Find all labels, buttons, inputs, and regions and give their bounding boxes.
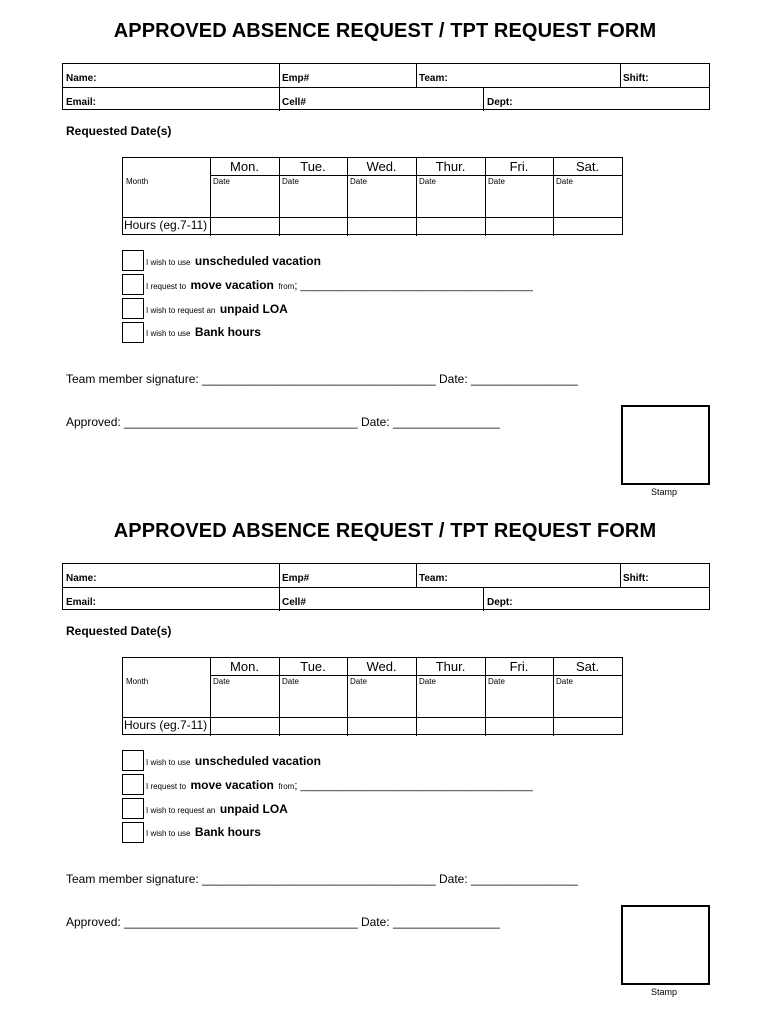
- emp-number-field[interactable]: Emp#: [282, 73, 310, 84]
- date-cell-sat[interactable]: Date: [556, 177, 573, 186]
- date-cell-mon[interactable]: Date: [213, 677, 230, 686]
- day-wednesday: Wed.: [366, 159, 397, 174]
- unpaid-loa-checkbox[interactable]: [122, 298, 144, 319]
- day-monday: Mon.: [230, 159, 259, 174]
- shift-field[interactable]: Shift:: [623, 573, 649, 584]
- emp-number-field[interactable]: Emp#: [282, 573, 310, 584]
- day-tuesday: Tue.: [300, 159, 326, 174]
- dept-field[interactable]: Dept:: [487, 597, 513, 608]
- option-bank-hours: I wish to use Bank hours: [146, 325, 261, 339]
- stamp-label: Stamp: [651, 987, 678, 997]
- date-cell-thu[interactable]: Date: [419, 177, 436, 186]
- name-field[interactable]: Name:: [66, 73, 97, 84]
- month-cell[interactable]: Month: [126, 677, 149, 686]
- absence-request-form-1: [0, 0, 770, 500]
- option-unscheduled-vacation: I wish to use unscheduled vacation: [146, 254, 321, 268]
- move-vacation-checkbox[interactable]: [122, 274, 144, 295]
- date-cell-mon[interactable]: Date: [213, 177, 230, 186]
- name-field[interactable]: Name:: [66, 573, 97, 584]
- move-vacation-checkbox[interactable]: [122, 774, 144, 795]
- option-unpaid-loa: I wish to request an unpaid LOA: [146, 302, 288, 316]
- bank-hours-checkbox[interactable]: [122, 322, 144, 343]
- date-cell-fri[interactable]: Date: [488, 677, 505, 686]
- day-saturday: Sat.: [575, 659, 600, 674]
- dept-field[interactable]: Dept:: [487, 97, 513, 108]
- date-cell-sat[interactable]: Date: [556, 677, 573, 686]
- day-friday: Fri.: [509, 159, 529, 174]
- form-title: APPROVED ABSENCE REQUEST / TPT REQUEST FORM: [113, 20, 657, 42]
- hours-label: Hours (eg.7-11): [124, 218, 208, 232]
- option-bank-hours: I wish to use Bank hours: [146, 825, 261, 839]
- form-title: APPROVED ABSENCE REQUEST / TPT REQUEST FORM: [113, 520, 657, 542]
- option-move-vacation: I request to move vacation from; ______________________________________: [146, 278, 533, 292]
- requested-dates-label: Requested Date(s): [66, 124, 172, 138]
- team-field[interactable]: Team:: [419, 573, 448, 584]
- month-cell[interactable]: Month: [126, 177, 149, 186]
- employee-info-table: [62, 63, 710, 110]
- employee-info-table: [62, 563, 710, 610]
- unscheduled-vacation-checkbox[interactable]: [122, 750, 144, 771]
- team-member-signature-line[interactable]: Team member signature: ___________________________________ Date: ________________: [66, 372, 578, 386]
- stamp-box: [621, 905, 710, 985]
- date-cell-wed[interactable]: Date: [350, 677, 367, 686]
- bank-hours-checkbox[interactable]: [122, 822, 144, 843]
- option-unpaid-loa: I wish to request an unpaid LOA: [146, 802, 288, 816]
- date-cell-tue[interactable]: Date: [282, 677, 299, 686]
- cell-number-field[interactable]: Cell#: [282, 597, 306, 608]
- day-friday: Fri.: [509, 659, 529, 674]
- team-field[interactable]: Team:: [419, 73, 448, 84]
- email-field[interactable]: Email:: [66, 597, 97, 608]
- day-saturday: Sat.: [575, 159, 600, 174]
- requested-dates-table: [122, 657, 623, 735]
- team-member-signature-line[interactable]: Team member signature: ___________________________________ Date: ________________: [66, 872, 578, 886]
- day-wednesday: Wed.: [366, 659, 397, 674]
- day-tuesday: Tue.: [300, 659, 326, 674]
- date-cell-tue[interactable]: Date: [282, 177, 299, 186]
- hours-label: Hours (eg.7-11): [124, 718, 208, 732]
- date-cell-fri[interactable]: Date: [488, 177, 505, 186]
- day-monday: Mon.: [230, 659, 259, 674]
- stamp-box: [621, 405, 710, 485]
- cell-number-field[interactable]: Cell#: [282, 97, 306, 108]
- option-move-vacation: I request to move vacation from; ______________________________________: [146, 778, 533, 792]
- option-unscheduled-vacation: I wish to use unscheduled vacation: [146, 754, 321, 768]
- approved-signature-line[interactable]: Approved: ___________________________________ Date: ________________: [66, 415, 500, 429]
- absence-request-form-2: [0, 500, 770, 1000]
- email-field[interactable]: Email:: [66, 97, 97, 108]
- stamp-label: Stamp: [651, 487, 678, 497]
- shift-field[interactable]: Shift:: [623, 73, 649, 84]
- unscheduled-vacation-checkbox[interactable]: [122, 250, 144, 271]
- requested-dates-table: [122, 157, 623, 235]
- date-cell-thu[interactable]: Date: [419, 677, 436, 686]
- requested-dates-label: Requested Date(s): [66, 624, 172, 638]
- approved-signature-line[interactable]: Approved: ___________________________________ Date: ________________: [66, 915, 500, 929]
- date-cell-wed[interactable]: Date: [350, 177, 367, 186]
- day-thursday: Thur.: [435, 659, 466, 674]
- unpaid-loa-checkbox[interactable]: [122, 798, 144, 819]
- day-thursday: Thur.: [435, 159, 466, 174]
